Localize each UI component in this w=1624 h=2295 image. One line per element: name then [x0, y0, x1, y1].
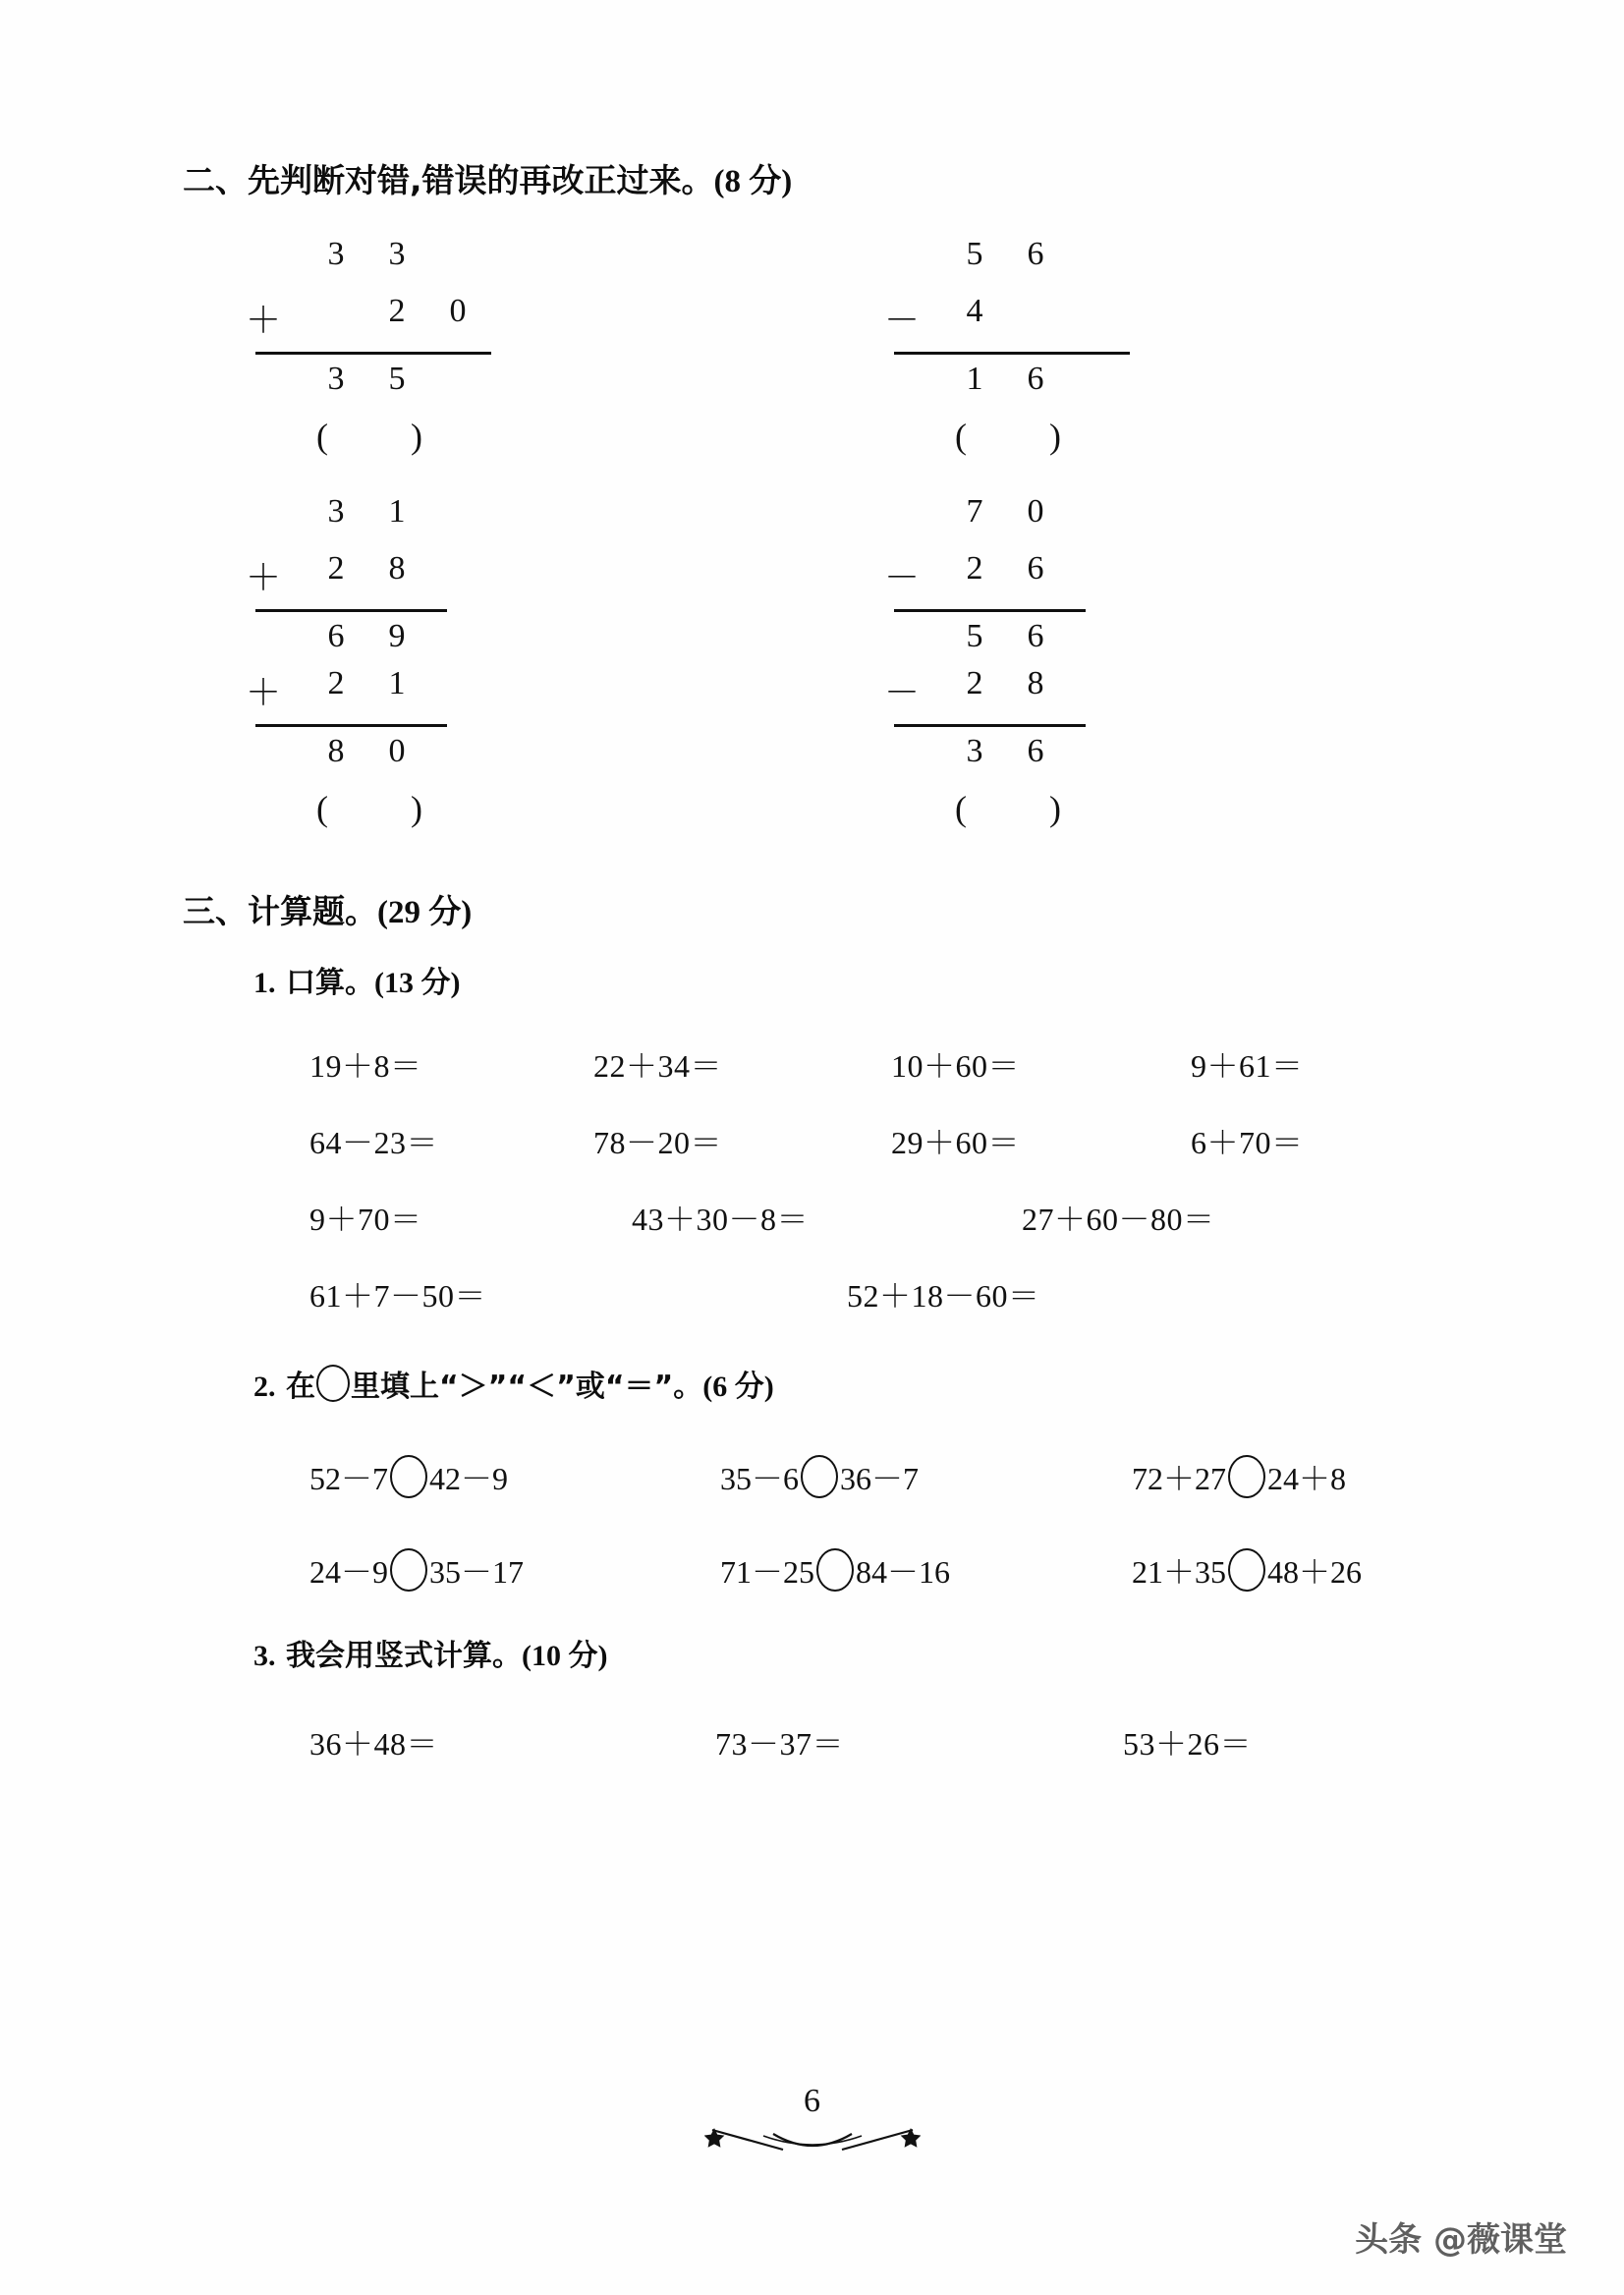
subsection-one-heading [253, 958, 460, 1001]
vertical-problem-right-1 [884, 234, 1130, 476]
digit-tens: 5 [966, 236, 983, 272]
vertical-problem-left-3 [246, 663, 472, 849]
minuend-row [884, 234, 1110, 291]
operator-plus-icon: ＋ [246, 673, 282, 712]
compare-circle-blank[interactable] [801, 1455, 838, 1498]
digit-ones: 0 [1027, 493, 1044, 530]
oral-problem[interactable]: 43＋30－8＝ [632, 1202, 810, 1237]
subsection-two-label-before: 在 [285, 1370, 315, 1404]
section-two-heading [183, 155, 792, 201]
compare-left: 71－25 [720, 1554, 815, 1590]
digit-ones: 6 [1027, 550, 1044, 587]
addend-row [246, 491, 472, 548]
compare-left: 72＋27 [1132, 1461, 1227, 1496]
compare-right: 36－7 [840, 1461, 920, 1496]
paren-right: ) [411, 417, 422, 456]
compare-problem[interactable] [309, 1547, 524, 1593]
footer-ornament-icon [0, 2124, 1624, 2157]
difference-row [884, 731, 1110, 788]
subsection-two-score: (6 分) [702, 1371, 774, 1403]
sum-row [246, 359, 472, 416]
addend-row [246, 548, 472, 605]
section-three-heading [183, 886, 472, 932]
judgement-answer-box[interactable] [884, 788, 1110, 849]
paren-right: ) [1049, 417, 1061, 456]
compare-problem[interactable] [720, 1547, 950, 1593]
operator-minus-icon: － [884, 301, 921, 340]
minuend-row [884, 491, 1110, 548]
subsection-three-score: (10 分) [521, 1640, 608, 1672]
difference-row [884, 359, 1110, 416]
paren-left: ( [316, 789, 328, 828]
judgement-answer-box[interactable] [246, 416, 472, 476]
subsection-one-label: 口算。 [285, 966, 374, 1000]
operator-plus-icon: ＋ [246, 558, 282, 597]
digit-tens: 2 [388, 293, 406, 329]
operator-minus-icon: － [884, 558, 921, 597]
vertical-problem-left-1 [246, 234, 491, 476]
watermark-text: 头条 @薇课堂 [1355, 2220, 1567, 2260]
digit-ones: 3 [388, 236, 406, 272]
oral-problem[interactable]: 6＋70＝ [1191, 1125, 1304, 1160]
digit-ones: 1 [388, 665, 406, 701]
subsection-three-heading [253, 1631, 607, 1674]
compare-left: 24－9 [309, 1554, 389, 1590]
paren-right: ) [1049, 789, 1061, 828]
operator-plus-icon: ＋ [246, 301, 282, 340]
paren-left: ( [955, 417, 967, 456]
addend-row [246, 291, 472, 348]
difference-rule [894, 724, 1086, 727]
subsection-two-heading [253, 1362, 774, 1405]
digit-tens: 3 [327, 236, 345, 272]
oral-problem[interactable]: 9＋61＝ [1191, 1048, 1304, 1084]
digit-tens: 3 [966, 733, 983, 769]
column-calc-problem[interactable]: 36＋48＝ [309, 1726, 439, 1762]
vertical-problem-left-2 [246, 491, 472, 673]
addend-row [246, 234, 472, 291]
compare-right: 84－16 [856, 1554, 951, 1590]
digit-ones: 8 [1027, 665, 1044, 701]
subsection-one-score: (13 分) [373, 967, 461, 999]
digit-tens: 6 [327, 618, 345, 654]
paren-right: ) [411, 789, 422, 828]
digit-ones: 9 [388, 618, 406, 654]
subsection-two-label-after: 里填上“＞”“＜”或“＝”。 [350, 1370, 703, 1404]
compare-left: 35－6 [720, 1461, 800, 1496]
addend-row [246, 663, 472, 720]
digit-tens: 2 [966, 550, 983, 587]
compare-right: 24＋8 [1267, 1461, 1347, 1496]
subtrahend-row [884, 548, 1110, 605]
sum-row [246, 731, 472, 788]
digit-tens: 1 [966, 361, 983, 397]
compare-right: 42－9 [429, 1461, 509, 1496]
digit-tens: 5 [966, 618, 983, 654]
oral-problem[interactable]: 64－23＝ [309, 1125, 439, 1160]
compare-problem[interactable] [1132, 1547, 1362, 1593]
oral-problem[interactable]: 78－20＝ [593, 1125, 723, 1160]
digit-ones: 6 [1027, 236, 1044, 272]
judgement-answer-box[interactable] [884, 416, 1110, 476]
compare-left: 52－7 [309, 1461, 389, 1496]
digit-ones: 0 [388, 733, 406, 769]
sum-rule [255, 352, 491, 355]
compare-problem[interactable] [720, 1454, 919, 1499]
paren-left: ( [316, 417, 328, 456]
digit-tens: 4 [966, 293, 983, 329]
compare-left: 21＋35 [1132, 1554, 1227, 1590]
compare-circle-icon [316, 1365, 350, 1402]
operator-minus-icon: － [884, 673, 921, 712]
compare-circle-blank[interactable] [390, 1548, 427, 1592]
sum-rule [255, 609, 447, 612]
digit-ones: 1 [388, 493, 406, 530]
oral-problem[interactable]: 9＋70＝ [309, 1202, 422, 1237]
digit-ones: 6 [1027, 618, 1044, 654]
digit-tens: 2 [327, 550, 345, 587]
section-three-score: (29 分) [377, 895, 473, 930]
compare-circle-blank[interactable] [1228, 1455, 1265, 1498]
compare-right: 48＋26 [1267, 1554, 1363, 1590]
subtrahend-row [884, 291, 1110, 348]
oral-problem[interactable]: 52＋18－60＝ [847, 1278, 1040, 1314]
vertical-problem-right-3 [884, 663, 1110, 849]
compare-circle-blank[interactable] [1228, 1548, 1265, 1592]
section-three-heading-text: 三、计算题。 [183, 892, 377, 930]
digit-tens: 2 [327, 665, 345, 701]
difference-rule [894, 609, 1086, 612]
digit-ones: 6 [1027, 361, 1044, 397]
compare-right: 35－17 [429, 1554, 525, 1590]
section-two-score: (8 分) [713, 164, 793, 199]
judgement-answer-box[interactable] [246, 788, 472, 849]
compare-circle-blank[interactable] [390, 1455, 427, 1498]
sum-rule [255, 724, 447, 727]
subsection-one-number: 1. [253, 967, 276, 999]
oral-problem[interactable]: 27＋60－80＝ [1022, 1202, 1215, 1237]
subtrahend-row [884, 663, 1110, 720]
paren-left: ( [955, 789, 967, 828]
subsection-three-number: 3. [253, 1640, 276, 1672]
column-calc-problem[interactable]: 73－37＝ [715, 1726, 845, 1762]
oral-problem[interactable]: 10＋60＝ [891, 1048, 1021, 1084]
section-two-heading-text: 二、先判断对错,错误的再改正过来。 [183, 161, 714, 199]
compare-circle-blank[interactable] [816, 1548, 854, 1592]
digit-tens: 2 [966, 665, 983, 701]
vertical-problem-right-2 [884, 491, 1110, 673]
digit-ones: 5 [388, 361, 406, 397]
oral-problem[interactable]: 29＋60＝ [891, 1125, 1021, 1160]
compare-problem[interactable] [309, 1454, 508, 1499]
watermark [1355, 2212, 1567, 2261]
oral-problem[interactable]: 19＋8＝ [309, 1048, 422, 1084]
page-footer [0, 2083, 1624, 2157]
page-number: 6 [804, 2083, 820, 2119]
column-calc-problem[interactable]: 53＋26＝ [1123, 1726, 1253, 1762]
digit-ones: 8 [388, 550, 406, 587]
digit-ones: 0 [449, 293, 467, 329]
oral-problem[interactable]: 61＋7－50＝ [309, 1278, 487, 1314]
digit-tens: 8 [327, 733, 345, 769]
compare-problem[interactable] [1132, 1454, 1346, 1499]
digit-tens: 7 [966, 493, 983, 530]
subsection-three-label: 我会用竖式计算。 [285, 1639, 522, 1673]
difference-rule [894, 352, 1130, 355]
subsection-two-number: 2. [253, 1371, 276, 1403]
digit-ones: 6 [1027, 733, 1044, 769]
oral-problem[interactable]: 22＋34＝ [593, 1048, 723, 1084]
digit-tens: 3 [327, 493, 345, 530]
digit-tens: 3 [327, 361, 345, 397]
